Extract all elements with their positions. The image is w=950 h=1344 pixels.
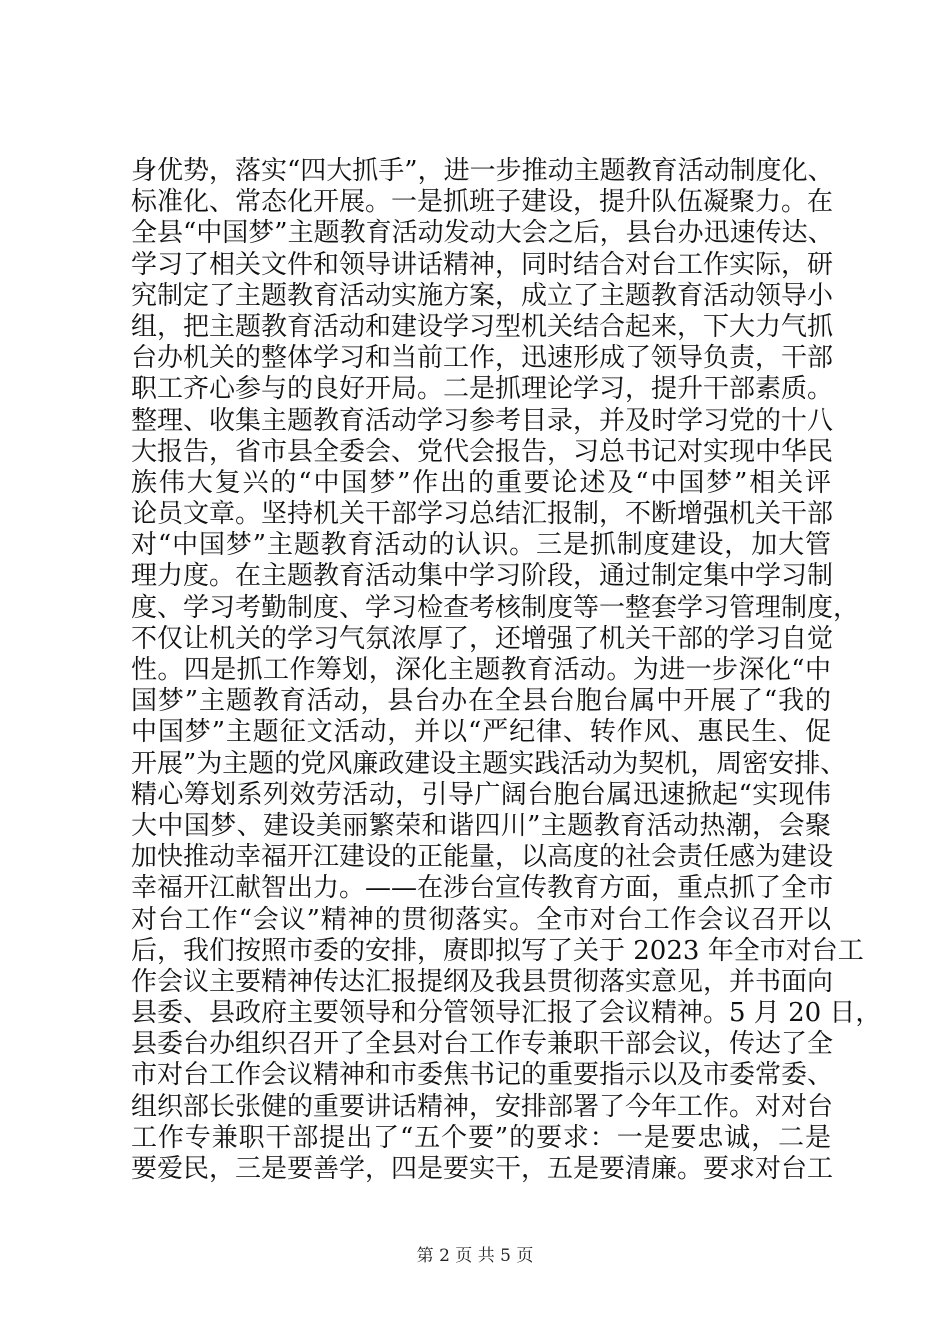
page-footer: [0, 1244, 950, 1268]
body-text: [131, 156, 882, 1185]
text-line: 论员文章。坚持机关干部学习总结汇报制，不断增强机关干部: [131, 499, 834, 530]
text-line: 学习了相关文件和领导讲话精神，同时结合对台工作实际，研: [131, 249, 834, 280]
text-line: 县委台办组织召开了全县对台工作专兼职干部会议，传达了全: [131, 1029, 834, 1060]
text-line: 族伟大复兴的“中国梦”作出的重要论述及“中国梦”相关评: [131, 467, 831, 498]
text-line: 整理、收集主题教育活动学习参考目录，并及时学习党的十八: [131, 405, 834, 436]
text-line: 不仅让机关的学习气氛浓厚了，还增强了机关干部的学习自觉: [131, 623, 834, 654]
text-line: 精心筹划系列效劳活动，引导广阔台胞台属迅速掀起“实现伟: [131, 779, 831, 810]
text-line: 职工齐心参与的良好开局。二是抓理论学习，提升干部素质。: [131, 374, 834, 405]
text-line: 台办机关的整体学习和当前工作，迅速形成了领导负责，干部: [131, 343, 834, 374]
text-line: 国梦”主题教育活动，县台办在全县台胞台属中开展了“我的: [131, 686, 831, 717]
text-line: 开展”为主题的党风廉政建设主题实践活动为契机，周密安排、: [131, 748, 847, 779]
text-line: 要爱民，三是要善学，四是要实干，五是要清廉。要求对台工: [131, 1154, 834, 1184]
text-line: 作会议主要精神传达汇报提纲及我县贯彻落实意见，并书面向: [131, 966, 834, 997]
text-line: 究制定了主题教育活动实施方案，成立了主题教育活动领导小: [131, 280, 834, 311]
page-number-label: 第 2 页 共 5 页: [416, 1246, 534, 1266]
text-line: 全县“中国梦”主题教育活动发动大会之后，县台办迅速传达、: [131, 218, 834, 249]
text-line: 组织部长张健的重要讲话精神，安排部署了今年工作。对对台: [131, 1091, 834, 1122]
text-line: 工作专兼职干部提出了“五个要”的要求：一是要忠诚，二是: [131, 1122, 831, 1153]
text-line: 标准化、常态化开展。一是抓班子建设，提升队伍凝聚力。在: [131, 187, 834, 218]
text-line: 大中国梦、建设美丽繁荣和谐四川”主题教育活动热潮，会聚: [131, 810, 831, 841]
text-line: 市对台工作会议精神和市委焦书记的重要指示以及市委常委、: [131, 1060, 834, 1091]
text-line: 后，我们按照市委的安排，赓即拟写了关于 2023 年全市对台工: [131, 935, 864, 966]
text-line: 度、学习考勤制度、学习检查考核制度等一整套学习管理制度，: [131, 592, 860, 623]
text-line: 加快推动幸福开江建设的正能量，以高度的社会责任感为建设: [131, 842, 834, 873]
text-line: 性。四是抓工作筹划，深化主题教育活动。为进一步深化“中: [131, 655, 831, 685]
text-line: 中国梦”主题征文活动，并以“严纪律、转作风、惠民生、促: [131, 717, 831, 748]
text-line: 对“中国梦”主题教育活动的认识。三是抓制度建设，加大管: [131, 530, 831, 561]
text-line: 县委、县政府主要领导和分管领导汇报了会议精神。5 月 20 日，: [131, 998, 882, 1029]
text-line: 对台工作“会议”精神的贯彻落实。全市对台工作会议召开以: [131, 904, 831, 935]
text-line: 身优势，落实“四大抓手”，进一步推动主题教育活动制度化、: [131, 156, 834, 186]
text-line: 组，把主题教育活动和建设学习型机关结合起来，下大力气抓: [131, 311, 834, 342]
text-line: 大报告，省市县全委会、党代会报告，习总书记对实现中华民: [131, 436, 834, 467]
text-line: 理力度。在主题教育活动集中学习阶段，通过制定集中学习制: [131, 561, 834, 592]
text-line: 幸福开江献智出力。——在涉台宣传教育方面，重点抓了全市: [131, 873, 834, 904]
